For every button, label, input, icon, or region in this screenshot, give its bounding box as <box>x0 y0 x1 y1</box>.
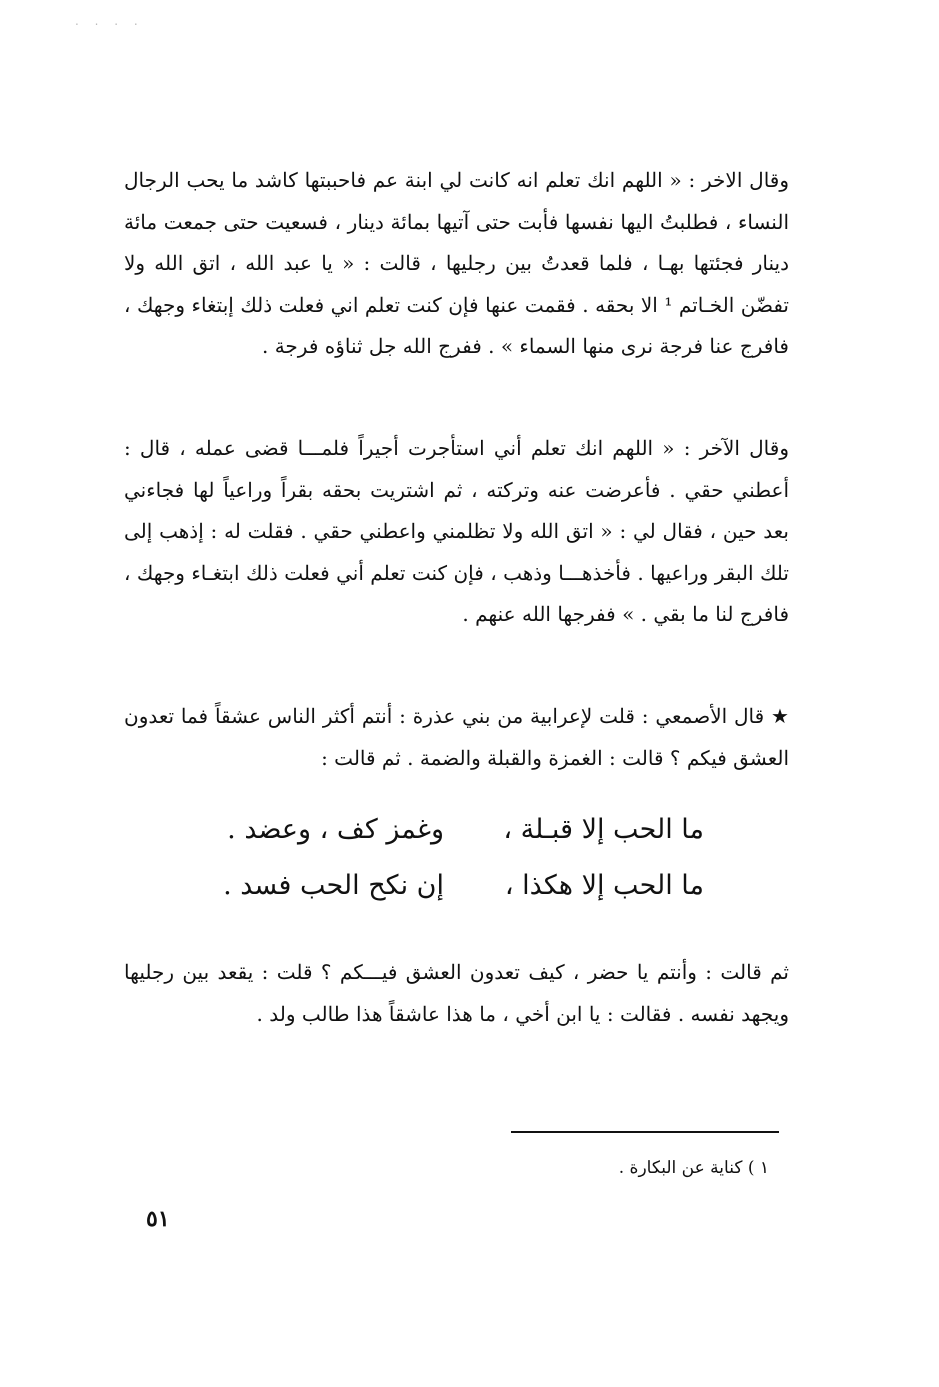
page-number: ٥١ <box>146 1206 170 1232</box>
footnote-divider <box>511 1131 779 1133</box>
paragraph-3: ★ قال الأصمعي : قلت لإعرابية من بني عذرة : أنتم أكثر الناس عشقاً فما تعدون العشق فيكم ؟ قالت : الغمزة والقبلة والضمة . ثم قالت : <box>124 704 789 770</box>
verse-1-second-hemistich: وغمز كف ، وعضد . <box>227 814 444 845</box>
footnote: ١ ) كناية عن البكارة . <box>618 1158 769 1178</box>
paragraph-2: وقال الآخر : « اللهم انك تعلم أني استأجرت أجيراً فلمـــا قضى عمله ، قال : أعطني حقي . فأعرضت عنه وتركته ، ثم اشتريت بحقه بقراً وراعياً لها فجاءني بعد حين ، فقال لي : « اتق الله ولا تظلمني واعطني حقي . فقلت له : إذهب إلى تلك البقر وراعيها . فأخذهـــا وذهب ، فإن كنت تعلم أني فعلت ذلك ابتغـاء وجهك ، فافرج لنا ما بقي . » ففرجها الله عنهم . <box>124 436 789 626</box>
corner-dots: . . . . <box>75 14 144 28</box>
verse-1-first-hemistich: ما الحب إلا قبـلة ، <box>503 814 704 845</box>
verse-line-1 <box>204 805 704 855</box>
verse-2-first-hemistich: ما الحب إلا هكذا ، <box>504 870 704 901</box>
verse-2-second-hemistich: إن نكح الحب فسد . <box>223 870 444 901</box>
paragraph-4: ثم قالت : وأنتم يا حضر ، كيف تعدون العشق فيـــكم ؟ قلت : يقعد بين رجليها ويجهد نفسه . فقالت : يا ابن أخي ، ما هذا عاشقاً هذا طالب ولد . <box>124 960 789 1026</box>
paragraph-1: وقال الاخر : « اللهم انك تعلم انه كانت لي ابنة عم فاحببتها كاشد ما يحب الرجال النساء ، فطلبتُ اليها نفسها فأبت حتى آتيها بمائة دينار ، فسعيت حتى جمعت مائة دينار فجئتها بهـا ، فلما قعدتُ بين رجليها ، قالت : « يا عبد الله ، اتق الله ولا تفضّن الخـاتم ¹ الا بحقه . فقمت عنها فإن كنت تعلم اني فعلت ذلك إبتغاء وجهك ، فافرج عنا فرجة نرى منها السماء » . ففرج الله جل ثناؤه فرجة . <box>124 168 789 358</box>
verse-line-2 <box>204 861 704 911</box>
